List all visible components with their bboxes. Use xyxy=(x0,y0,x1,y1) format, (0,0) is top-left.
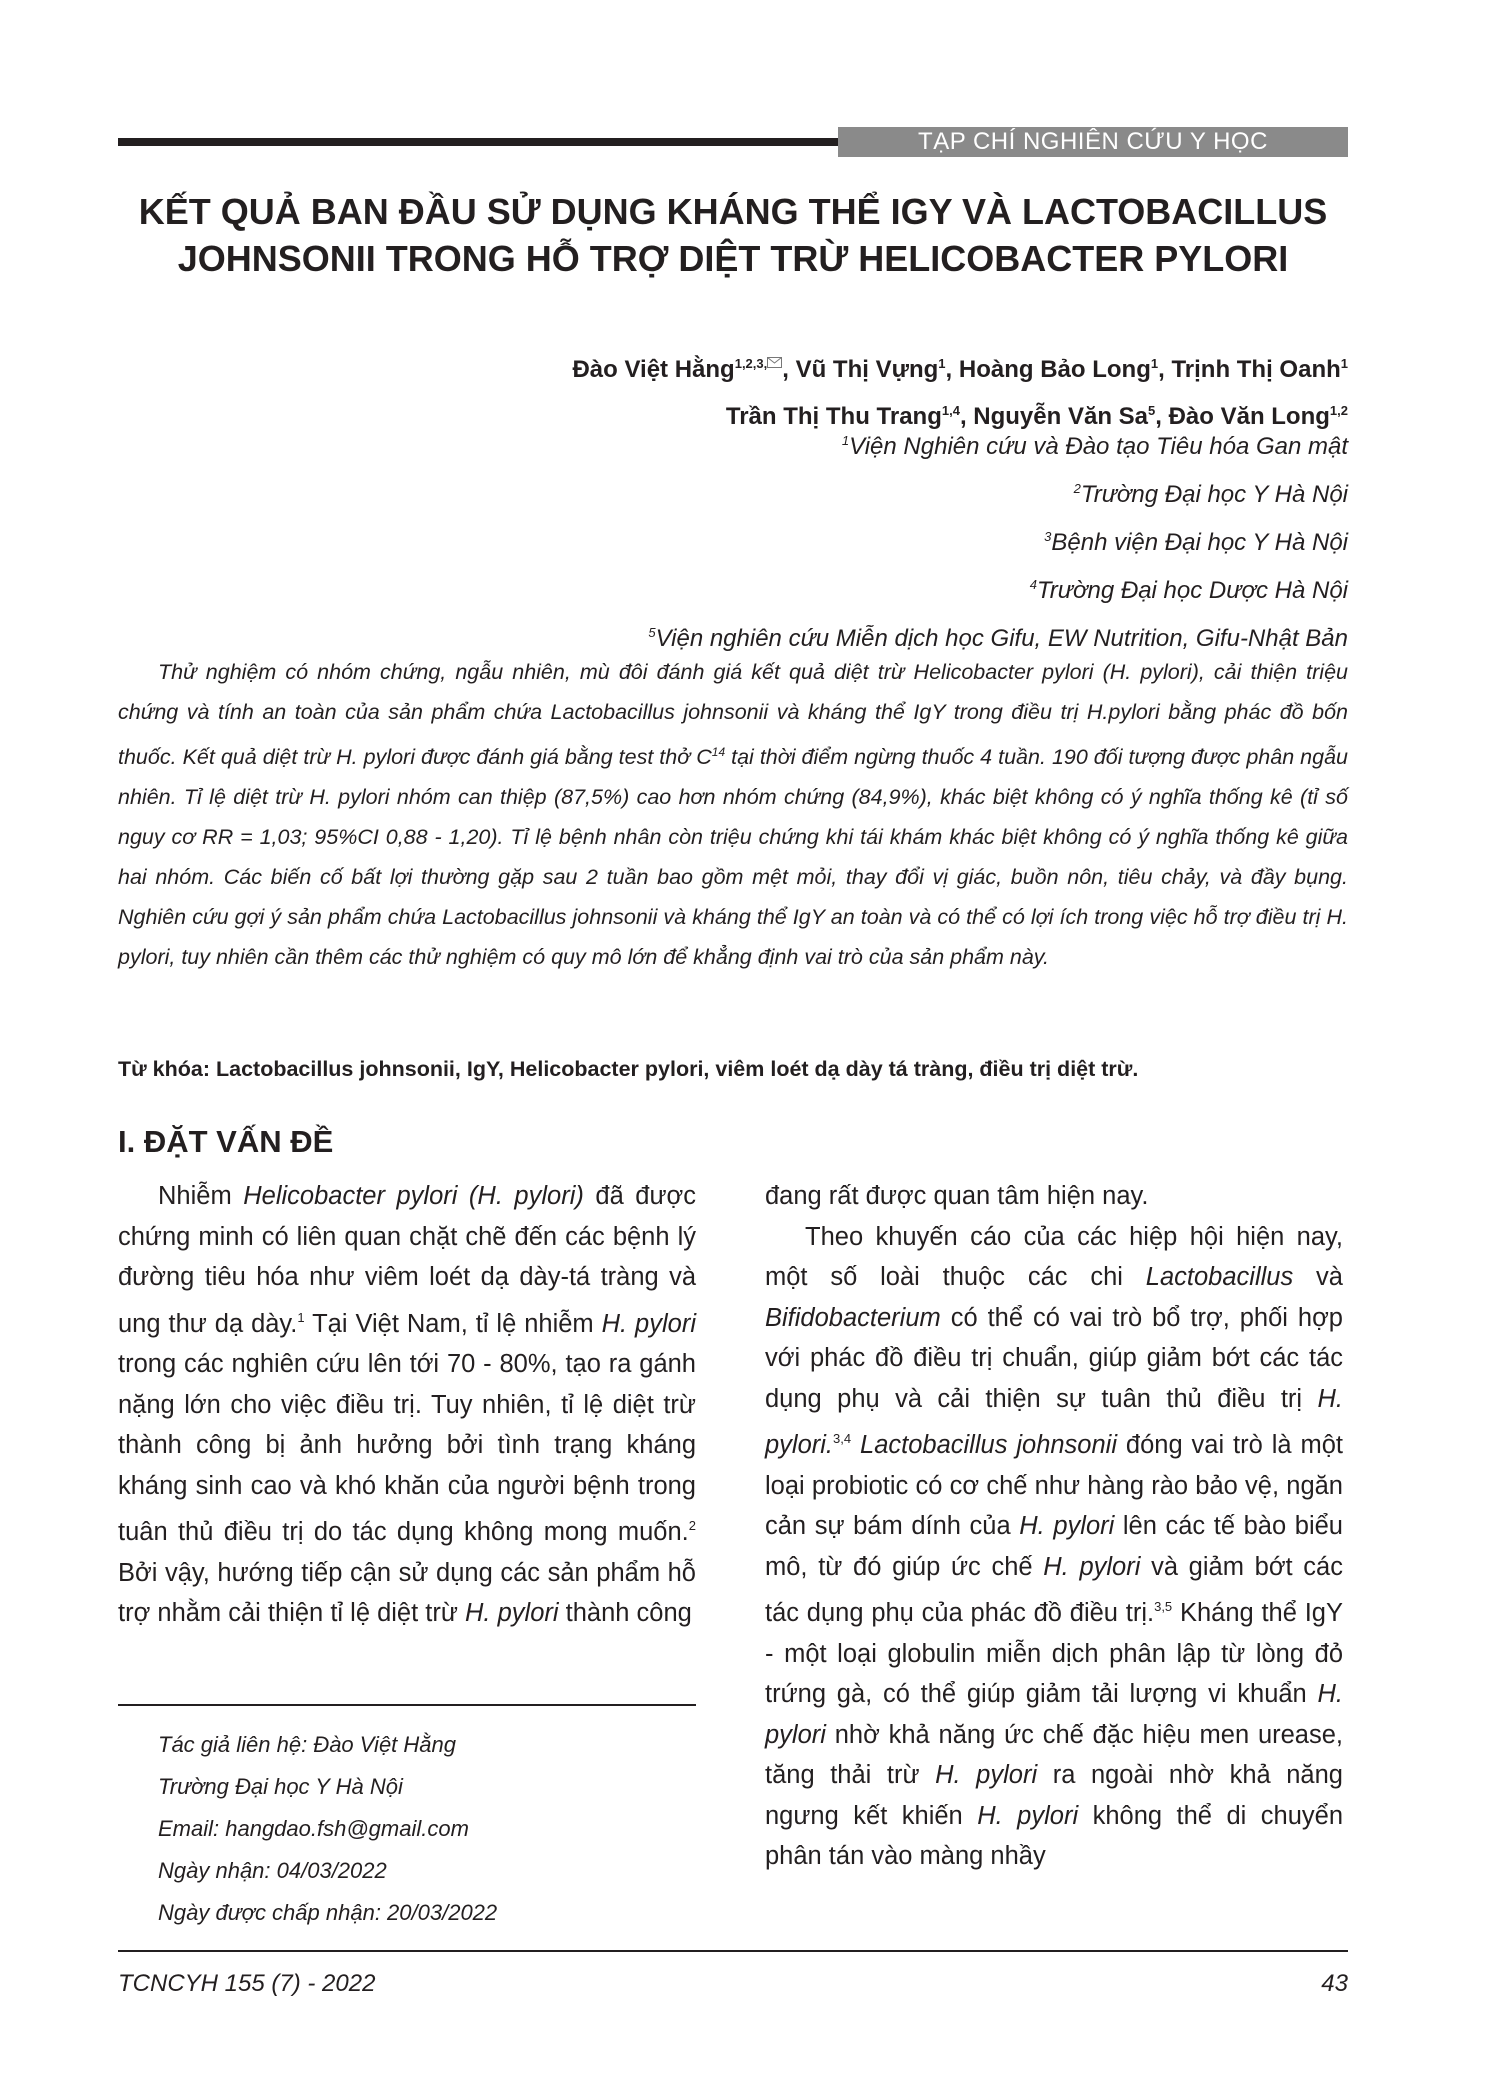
body-text: Kháng thể IgY - một loại globulin miễn dịch phân lập từ lòng đỏ trứng gà, có thể giúp giảm tải lượng vi khuẩn xyxy=(765,1599,1343,1708)
article-title: KẾT QUẢ BAN ĐẦU SỬ DỤNG KHÁNG THỂ IGY VÀ LACTOBACILLUS JOHNSONII TRONG HỖ TRỢ DIỆT TRỪ HELICOBACTER PYLORI xyxy=(138,191,1328,279)
author-name: Vũ Thị Vựng xyxy=(795,356,939,383)
body-text: Theo khuyến cáo của các hiệp hội hiện nay, một số loài thuộc các chi xyxy=(765,1222,1343,1291)
journal-name-tab: TẠP CHÍ NGHIÊN CỨU Y HỌC xyxy=(838,127,1348,157)
affiliation-name: Trường Đại học Dược Hà Nội xyxy=(1036,577,1348,604)
body-italic: H. pylori xyxy=(601,1309,696,1338)
citation-superscript: 3,4 xyxy=(833,1431,852,1446)
abstract-text: Thử nghiệm có nhóm chứng, ngẫu nhiên, mù đôi đánh giá kết quả diệt trừ Helicobacter pylori (H. pylori), cải thiện triệu chứng và tính an toàn của sản phẩm chứa Lactobacillus johnsonii và kháng thể IgY trong điều trị H.pylori bằng phác đồ bốn thuốc. Kết quả diệt trừ H. pylori được đánh giá bằng test thở C xyxy=(118,660,1348,769)
affiliation-item xyxy=(648,516,1348,564)
author-name: Hoàng Bảo Long xyxy=(958,356,1151,383)
contact-email: Email: hangdao.fsh@gmail.com xyxy=(158,1816,469,1841)
body-text: Nhiễm xyxy=(158,1182,244,1210)
body-paragraph-continued: đang rất được quan tâm hiện nay. xyxy=(765,1182,1149,1210)
body-text: ra ngoài nhờ khả năng ngưng kết khiến xyxy=(765,1761,1343,1830)
body-text: đóng vai trò là một loại probiotic có cơ chế như hàng rào bảo vệ, ngăn cản sự bám dính của xyxy=(765,1431,1343,1540)
body-italic: H. pylori xyxy=(1043,1552,1141,1581)
body-text: và xyxy=(1293,1263,1343,1291)
author-superscript: 1,4 xyxy=(941,403,960,418)
body-text xyxy=(851,1431,860,1459)
body-italic: H. pylori xyxy=(977,1801,1079,1830)
page-number: 43 xyxy=(1321,1970,1348,1997)
author-superscript: 5 xyxy=(1148,403,1156,418)
citation-superscript: 3,5 xyxy=(1154,1599,1173,1614)
body-text: thành công xyxy=(558,1599,692,1627)
author-name: Nguyễn Văn Sa xyxy=(973,403,1148,430)
journal-issue: TCNCYH 155 (7) - 2022 xyxy=(118,1970,376,1997)
body-left-column xyxy=(118,1176,696,1634)
author-name: Trần Thị Thu Trang xyxy=(725,403,942,430)
contact-info xyxy=(158,1724,497,1934)
body-text: lên các tế bào biểu mô, từ đó giúp ức chế xyxy=(765,1512,1343,1581)
body-italic: H. pylori xyxy=(765,1680,1343,1749)
affiliation-item xyxy=(648,468,1348,516)
affiliation-number: 4 xyxy=(1029,577,1037,592)
author-line-1: Đào Việt Hằng$^{1,2,3,}$ , Vũ Thị Vựng$^1$, Hoàng Bảo Long$^1$, Trịnh Thị Oanh$^1$ xyxy=(572,340,1348,390)
author-name: Trịnh Thị Oanh xyxy=(1171,356,1341,383)
author-superscript: 1 xyxy=(1340,356,1348,371)
affiliation-name: Viện Nghiên cứu và Đào tạo Tiêu hóa Gan mật xyxy=(849,433,1348,460)
author-superscript: 1 xyxy=(938,356,946,371)
citation-superscript: 1 xyxy=(297,1309,305,1325)
abstract-text: tại thời điểm ngừng thuốc 4 tuần. 190 đối tượng được phân ngẫu nhiên. Tỉ lệ diệt trừ H. pylori nhóm can thiệp (87,5%) cao hơn nhóm chứng (84,9%), khác biệt không có ý nghĩa thống kê (tỉ số nguy cơ RR = 1,03; 95%CI 0,88 - 1,20). Tỉ lệ bệnh nhân còn triệu chứng khi tái khám khác biệt không có ý nghĩa thống kê giữa hai nhóm. Các biến cố bất lợi thường gặp sau 2 tuần bao gồm mệt mỏi, thay đổi vị giác, buồn nôn, tiêu chảy, và đầy bụng. Nghiên cứu gợi ý sản phẩm chứa Lactobacillus johnsonii và kháng thể IgY an toàn và có thể có lợi ích trong việc hỗ trợ điều trị H. pylori, tuy nhiên cần thêm các thử nghiệm có quy mô lớn để khẳng định vai trò của sản phẩm này. xyxy=(118,745,1348,969)
footer-rule xyxy=(118,1950,1348,1952)
abstract-superscript: 14 xyxy=(711,745,726,759)
contact-author: Tác giả liên hệ: Đào Việt Hằng xyxy=(158,1732,456,1757)
author-name: Đào Việt Hằng xyxy=(572,356,735,383)
body-text: trong các nghiên cứu lên tới 70 - 80%, tạo ra gánh nặng lớn cho việc điều trị. Tuy nhiên, tỉ lệ diệt trừ thành công bị ảnh hưởng bởi tình trạng kháng kháng sinh cao và khó khăn của người bệnh trong tuân thủ điều trị do tác dụng không mong muốn. xyxy=(118,1350,696,1546)
body-text: nhờ khả năng ức chế đặc hiệu men urease, tăng thải trừ xyxy=(765,1720,1343,1789)
affiliation-number: 2 xyxy=(1073,481,1081,496)
body-text: Tại Việt Nam, tỉ lệ nhiễm xyxy=(304,1309,602,1338)
body-italic: H. pylori. xyxy=(765,1384,1343,1459)
body-italic: Lactobacillus johnsonii xyxy=(860,1431,1117,1459)
affiliation-name: Trường Đại học Y Hà Nội xyxy=(1080,481,1348,508)
body-italic: Helicobacter pylori (H. pylori) xyxy=(243,1182,584,1210)
affiliation-number: 1 xyxy=(841,433,850,448)
affiliation-number: 3 xyxy=(1044,529,1052,544)
header-rule xyxy=(118,138,838,146)
contact-institution: Trường Đại học Y Hà Nội xyxy=(158,1774,403,1799)
affiliation-item xyxy=(648,420,1348,468)
affiliation-name: Viện nghiên cứu Miễn dịch học Gifu, EW Nutrition, Gifu-Nhật Bản xyxy=(655,625,1348,652)
body-italic: Bifidobacterium xyxy=(765,1303,941,1332)
abstract xyxy=(118,652,1348,977)
accepted-date: Ngày được chấp nhận: 20/03/2022 xyxy=(158,1900,498,1925)
body-italic: H. pylori xyxy=(935,1761,1038,1789)
body-text: đã được chứng minh có liên quan chặt chẽ đến các bệnh lý đường tiêu hóa như viêm loét dạ dày-tá tràng và ung thư dạ dày. xyxy=(118,1182,697,1338)
section-heading: I. ĐẶT VẤN ĐỀ xyxy=(118,1124,334,1159)
affiliation-name: Bệnh viện Đại học Y Hà Nội xyxy=(1051,529,1348,556)
affiliation-list xyxy=(648,420,1348,660)
body-text: không thể di chuyển phân tán vào màng nhầy xyxy=(765,1801,1344,1870)
affiliation-item xyxy=(648,564,1348,612)
body-paragraph xyxy=(765,1217,1343,1877)
affiliation-number: 5 xyxy=(648,625,656,640)
keywords: Từ khóa: Lactobacillus johnsonii, IgY, Helicobacter pylori, viêm loét dạ dày tá tràng, điều trị diệt trừ. xyxy=(118,1057,1139,1081)
body-italic: H. pylori xyxy=(1019,1512,1115,1540)
author-superscript: 1,2 xyxy=(1329,403,1348,418)
author-line-2: Trần Thị Thu Trang$^{1,4}$, Nguyễn Văn Sa$^5$, Đào Văn Long$^{1,2}$ xyxy=(725,403,1348,430)
body-italic: Lactobacillus xyxy=(1145,1263,1294,1291)
body-italic: H. pylori xyxy=(465,1599,559,1627)
received-date: Ngày nhận: 04/03/2022 xyxy=(158,1858,387,1883)
body-right-column xyxy=(765,1176,1343,1877)
body-text: Bởi vậy, hướng tiếp cận sử dụng các sản phẩm hỗ trợ nhằm cải thiện tỉ lệ diệt trừ xyxy=(118,1558,696,1627)
body-text: có thể có vai trò bổ trợ, phối hợp với phác đồ điều trị chuẩn, giúp giảm bớt các tác dụng phụ và cải thiện sự tuân thủ điều trị xyxy=(765,1303,1343,1413)
author-superscript: 1 xyxy=(1150,356,1159,371)
citation-superscript: 2 xyxy=(688,1518,696,1533)
footnote-rule xyxy=(118,1704,696,1706)
author-superscript: 1,2,3, xyxy=(734,356,768,371)
author-name: Đào Văn Long xyxy=(1168,403,1330,430)
mail-icon xyxy=(767,340,782,381)
body-text: và giảm bớt các tác dụng phụ của phác đồ điều trị. xyxy=(765,1552,1343,1627)
